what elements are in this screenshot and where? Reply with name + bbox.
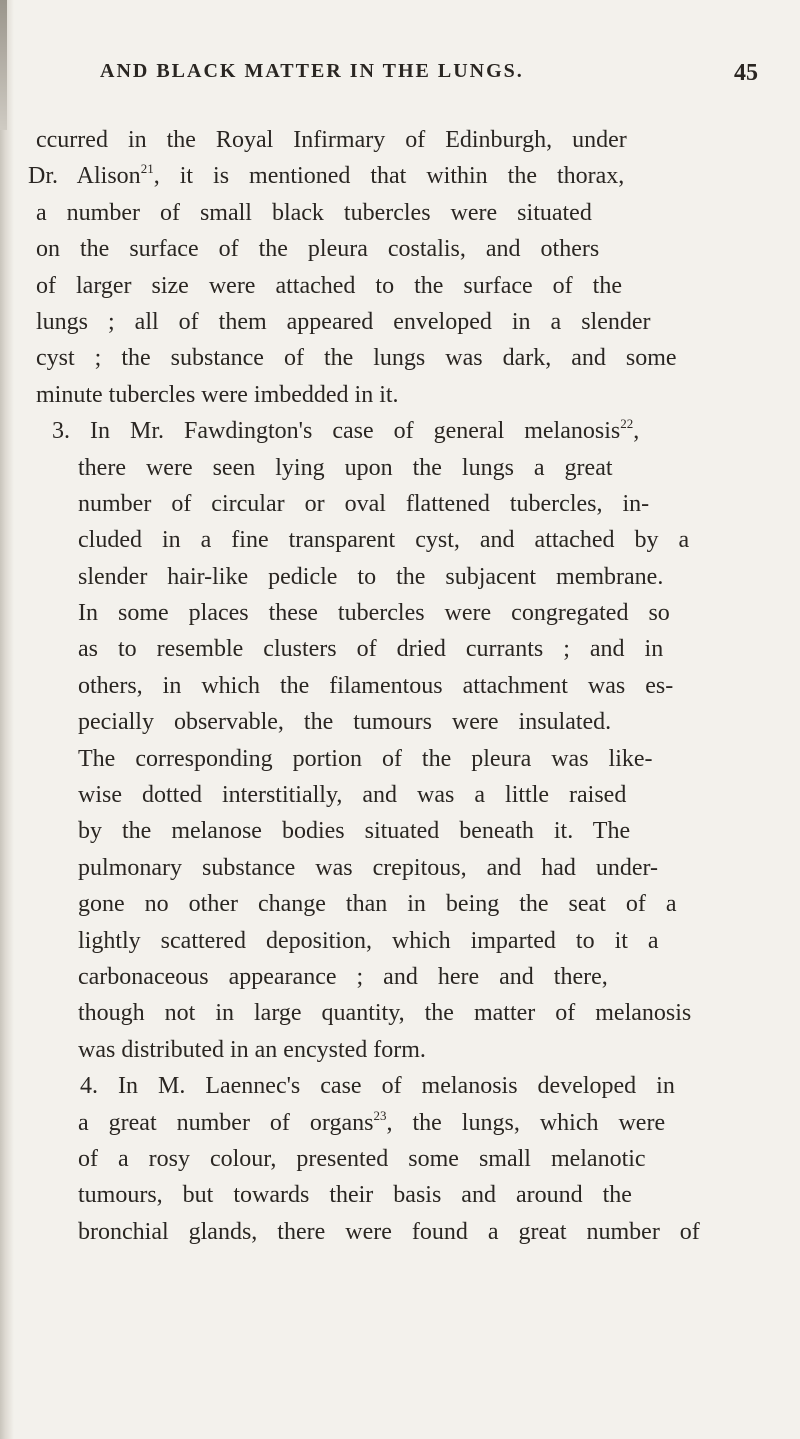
footnote-ref-23: 23 (373, 1107, 387, 1123)
binding-mark (0, 0, 7, 130)
text-line: of a rosy colour, presented some small melanotic (78, 1145, 646, 1172)
text-line: In some places these tubercles were congregated so (78, 600, 670, 627)
page-edge-shadow (0, 0, 14, 1439)
text-line: gone no other change than in being the seat of a (78, 891, 677, 918)
text-line: cyst ; the substance of the lungs was dark, and some (36, 345, 677, 372)
text-line: lightly scattered deposition, which imparted to it a (78, 927, 659, 954)
text-line: pulmonary substance was crepitous, and had under- (78, 854, 659, 881)
text-line: bronchial glands, there were found a great number of (78, 1218, 700, 1245)
text-line: a number of small black tubercles were situated (36, 199, 592, 226)
text-line: 3. In Mr. Fawdington's case of general melanosis$^{22}$, (52, 416, 640, 445)
text-line: cluded in a fine transparent cyst, and attached by a (78, 527, 690, 554)
running-head-title: AND BLACK MATTER IN THE LUNGS. (100, 60, 524, 82)
text-line: others, in which the filamentous attachment was es- (78, 672, 674, 699)
text-line: tumours, but towards their basis and around the (78, 1182, 632, 1209)
text-line: by the melanose bodies situated beneath it. The (78, 818, 631, 845)
text-line: minute tubercles were imbedded in it. (36, 381, 399, 408)
text-line: slender hair-like pedicle to the subjacent membrane. (78, 563, 664, 590)
text-line: on the surface of the pleura costalis, and others (36, 236, 600, 263)
body-text (28, 122, 770, 1250)
text-line: there were seen lying upon the lungs a great (78, 454, 613, 481)
text-line: though not in large quantity, the matter of melanosis (78, 1000, 692, 1027)
running-header (90, 60, 770, 92)
page-number: 45 (734, 60, 758, 86)
text-line: pecially observable, the tumours were insulated. (78, 709, 612, 736)
text-line: was distributed in an encysted form. (78, 1036, 426, 1063)
text-line: as to resemble clusters of dried currants ; and in (78, 636, 664, 663)
text-line: lungs ; all of them appeared enveloped in a slender (36, 308, 651, 335)
text-line: 4. In M. Laennec's case of melanosis developed in (80, 1073, 675, 1100)
text-line: ccurred in the Royal Infirmary of Edinburgh, under (36, 127, 627, 153)
footnote-ref-22: 22 (620, 416, 634, 432)
footnote-ref-21: 21 (140, 161, 154, 177)
text-line: wise dotted interstitially, and was a little raised (78, 782, 627, 809)
text-line: The corresponding portion of the pleura was like- (78, 745, 653, 772)
text-line: number of circular or oval flattened tubercles, in- (78, 490, 650, 517)
text-line: a great number of organs$^{23}$, the lungs, which were (78, 1107, 666, 1136)
text-line: of larger size were attached to the surface of the (36, 272, 622, 299)
text-line: carbonaceous appearance ; and here and there, (78, 963, 608, 990)
text-line: Dr. Alison$^{21}$, it is mentioned that within the thorax, (28, 161, 625, 190)
